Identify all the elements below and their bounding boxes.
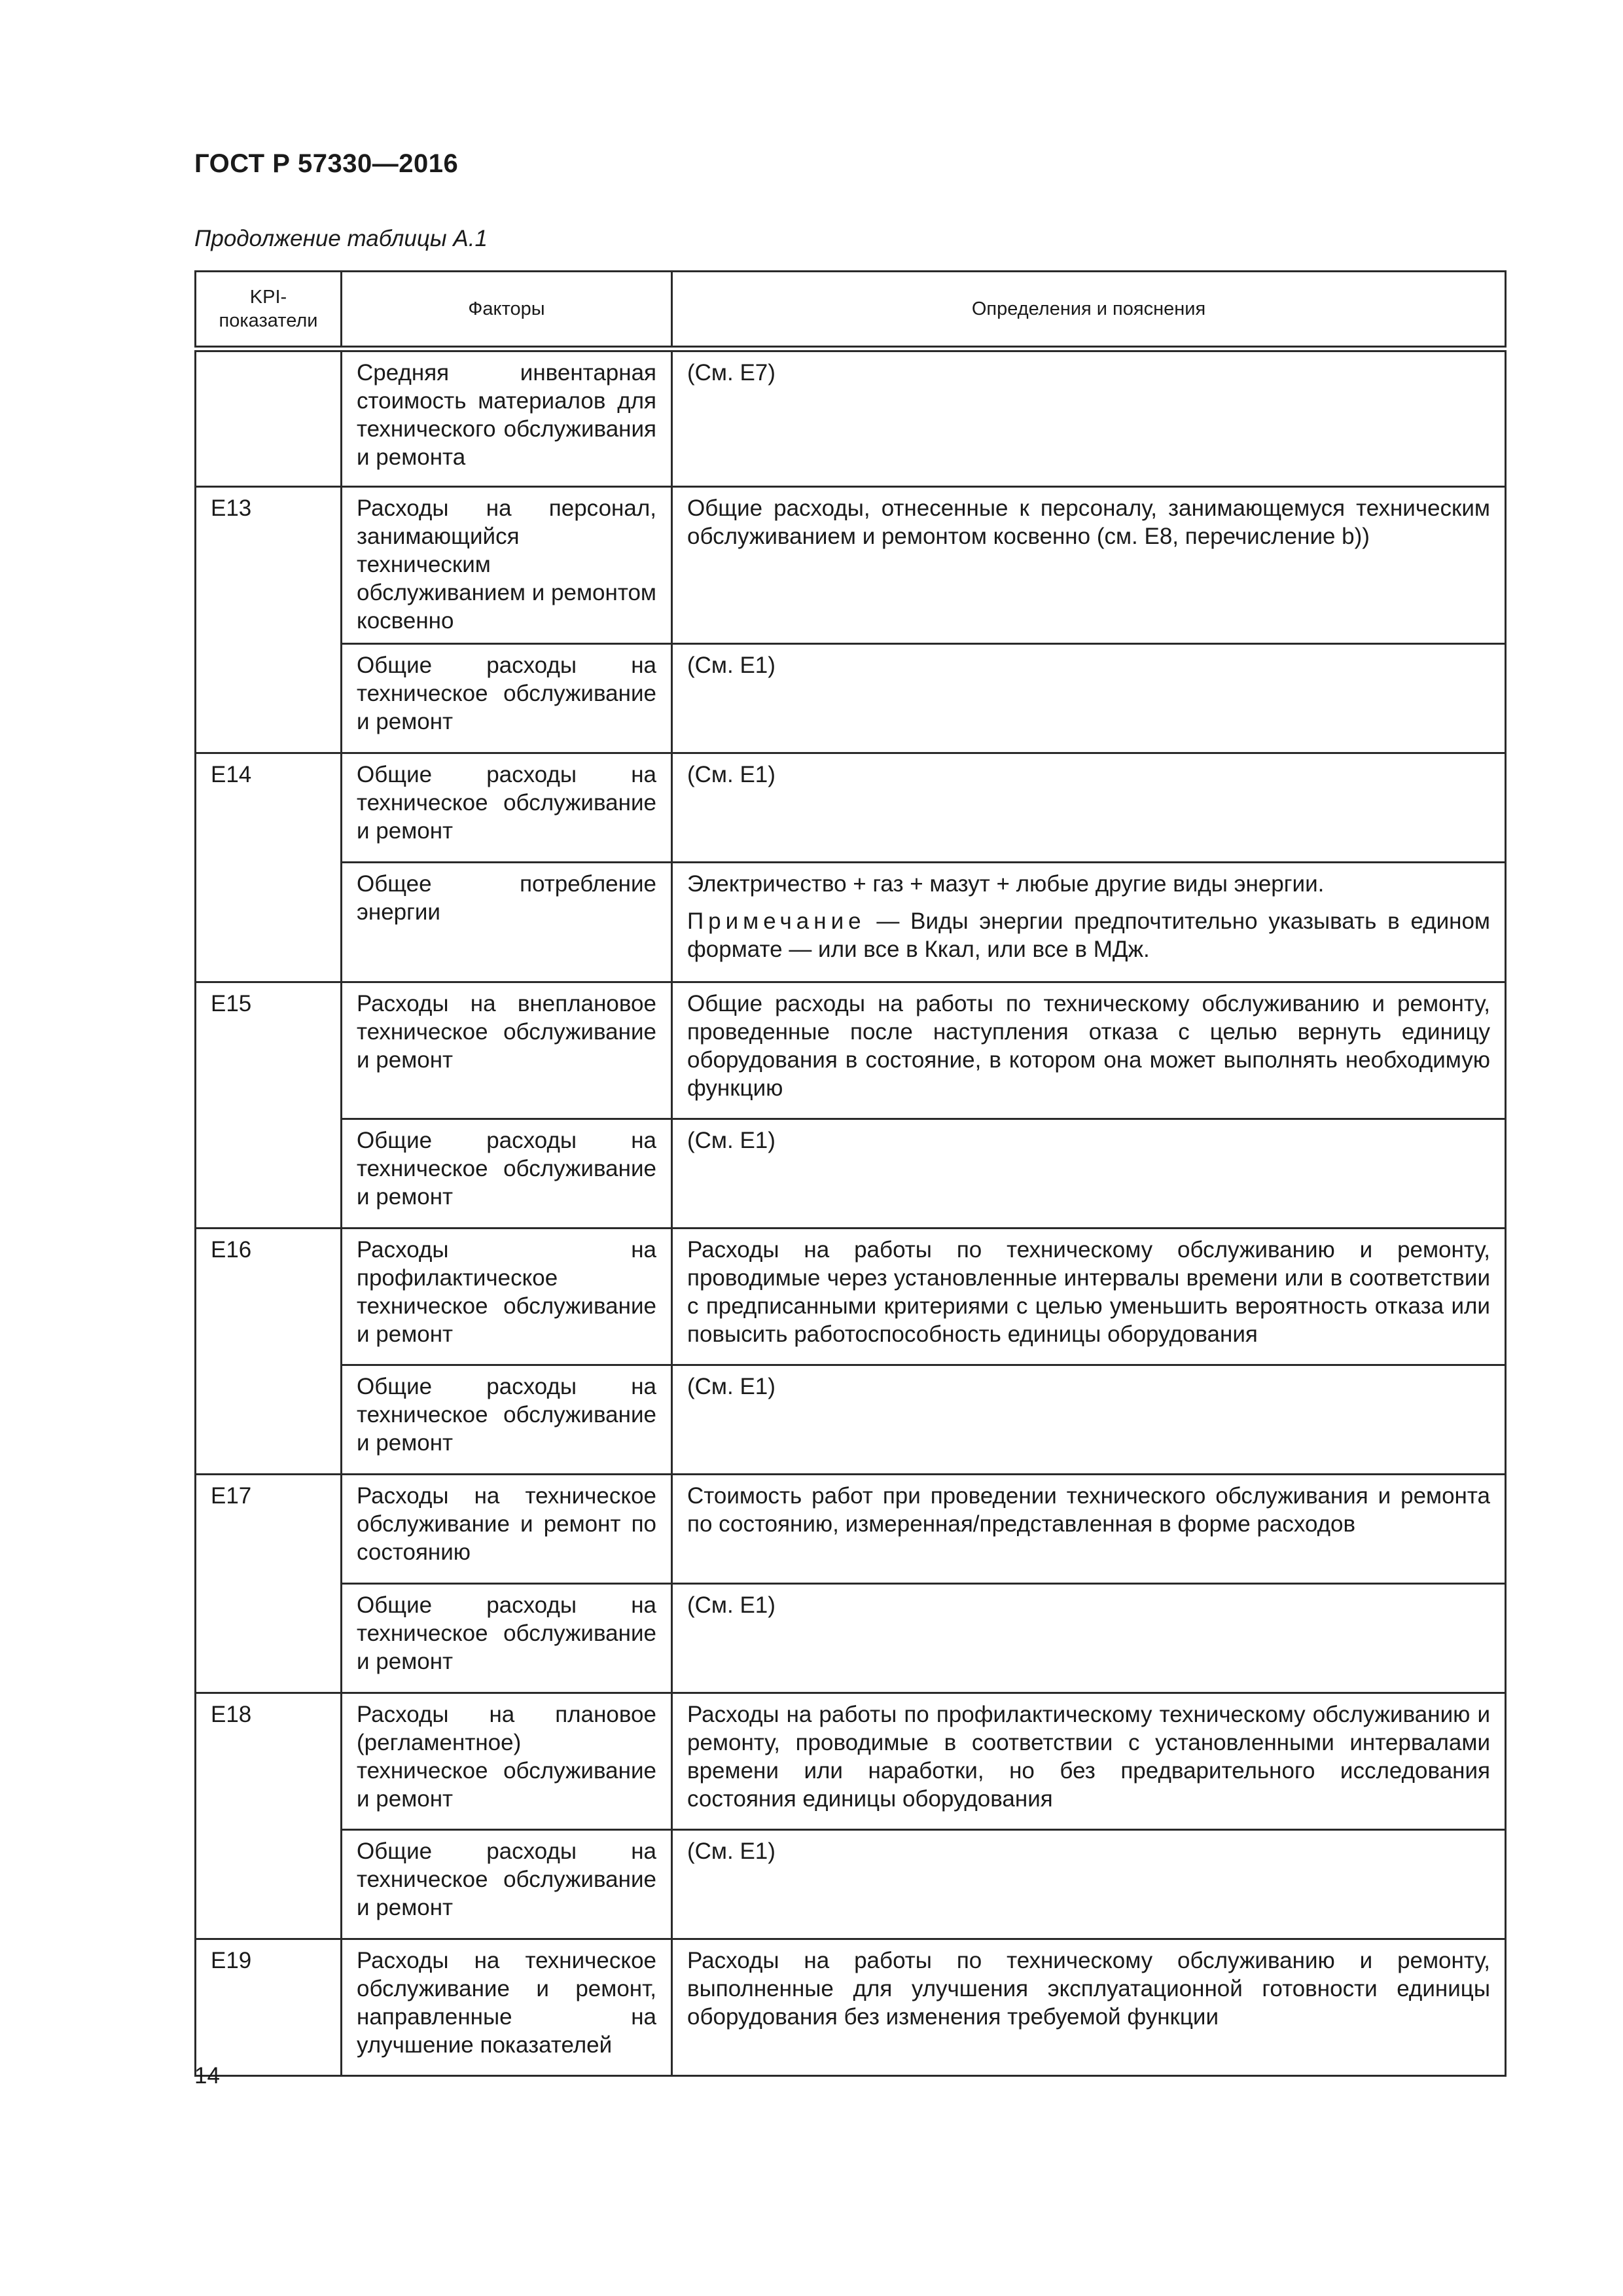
table-row [196,349,1506,486]
definition-cell: Расходы на работы по профилактическому техническому обслуживанию и ремонту, проводимые в соответствии с установленными интервалами времени или наработки, но без предварительного исследования состояния единицы оборудования [672,1693,1506,1829]
kpi-table [194,270,1507,2077]
table-row [196,1119,1506,1228]
definition-cell: Расходы на работы по техническому обслуживанию и ремонту, проводимые через установленные интервалы времени или в соответствии с предписанными критериями с целью уменьшить вероятность отказа или повысить работоспособность единицы оборудования [672,1228,1506,1365]
note [687,907,1490,963]
table-row [196,1693,1506,1829]
factor-cell: Общее потребление энергии [342,862,672,982]
definition-cell [672,862,1506,982]
table-caption: Продолжение таблицы А.1 [194,226,488,251]
definition-cell: Стоимость работ при проведении технического обслуживания и ремонта по состоянию, измеренная/представленная в форме расходов [672,1474,1506,1583]
definition-cell: (См. Е7) [672,349,1506,486]
definition-cell: Общие расходы на работы по техническому обслуживанию и ремонту, проведенные после наступления отказа с целью вернуть единицу оборудования в состояние, в котором она может выполнять необходимую функцию [672,982,1506,1119]
factor-cell: Расходы на персонал, занимающийся техническим обслуживанием и ремонтом косвенно [342,486,672,643]
table-row [196,1365,1506,1474]
factor-cell: Расходы на профилактическое техническое обслуживание и ремонт [342,1228,672,1365]
kpi-code-cell: E14 [196,753,342,982]
factor-cell: Общие расходы на техническое обслуживание и ремонт [342,1119,672,1228]
kpi-code-cell: E13 [196,486,342,753]
definition-cell: Общие расходы, отнесенные к персоналу, занимающемуся техническим обслуживанием и ремонтом косвенно (см. Е8, перечисление b)) [672,486,1506,643]
note-label: Примечание [687,908,866,934]
definition-cell: (См. Е1) [672,643,1506,753]
table-row [196,1939,1506,2075]
table-row [196,486,1506,643]
factor-cell: Расходы на плановое (регламентное) техническое обслуживание и ремонт [342,1693,672,1829]
definition-cell: (См. Е1) [672,1365,1506,1474]
factor-cell: Общие расходы на техническое обслуживание и ремонт [342,1365,672,1474]
factor-cell: Общие расходы на техническое обслуживание и ремонт [342,753,672,862]
column-header-factors: Факторы [342,272,672,350]
factor-cell: Расходы на внеплановое техническое обслуживание и ремонт [342,982,672,1119]
document-header: ГОСТ Р 57330—2016 [194,149,459,178]
note-text: — Виды энергии предпочтительно указывать в едином формате — или все в Ккал, или все в МДж. [687,908,1490,962]
table-row [196,643,1506,753]
table-row [196,1474,1506,1583]
kpi-code-cell: E15 [196,982,342,1228]
definition-text: Электричество + газ + мазут + любые другие виды энергии. [687,870,1325,897]
table-row [196,1228,1506,1365]
definition-cell: (См. Е1) [672,1829,1506,1939]
table-row [196,1583,1506,1693]
table-row [196,982,1506,1119]
column-header-definitions: Определения и пояснения [672,272,1506,350]
factor-cell: Средняя инвентарная стоимость материалов для технического обслуживания и ремонта [342,349,672,486]
kpi-code-cell: E19 [196,1939,342,2075]
definition-cell: (См. Е1) [672,753,1506,862]
page-number: 14 [194,2063,220,2089]
factor-cell: Общие расходы на техническое обслуживание и ремонт [342,643,672,753]
kpi-code-cell: E18 [196,1693,342,1939]
kpi-code-cell: E17 [196,1474,342,1693]
kpi-code-cell [196,349,342,486]
factor-cell: Общие расходы на техническое обслуживание и ремонт [342,1829,672,1939]
table-header [196,272,1506,350]
table-row [196,862,1506,982]
table-row [196,1829,1506,1939]
definition-cell: Расходы на работы по техническому обслуживанию и ремонту, выполненные для улучшения эксплуатационной готовности единицы оборудования без изменения требуемой функции [672,1939,1506,2075]
column-header-kpi: KPI-показатели [196,272,342,350]
factor-cell: Общие расходы на техническое обслуживание и ремонт [342,1583,672,1693]
definition-cell: (См. Е1) [672,1119,1506,1228]
table-row [196,753,1506,862]
definition-cell: (См. Е1) [672,1583,1506,1693]
factor-cell: Расходы на техническое обслуживание и ремонт, направленные на улучшение показателей [342,1939,672,2075]
factor-cell: Расходы на техническое обслуживание и ремонт по состоянию [342,1474,672,1583]
kpi-code-cell: E16 [196,1228,342,1474]
